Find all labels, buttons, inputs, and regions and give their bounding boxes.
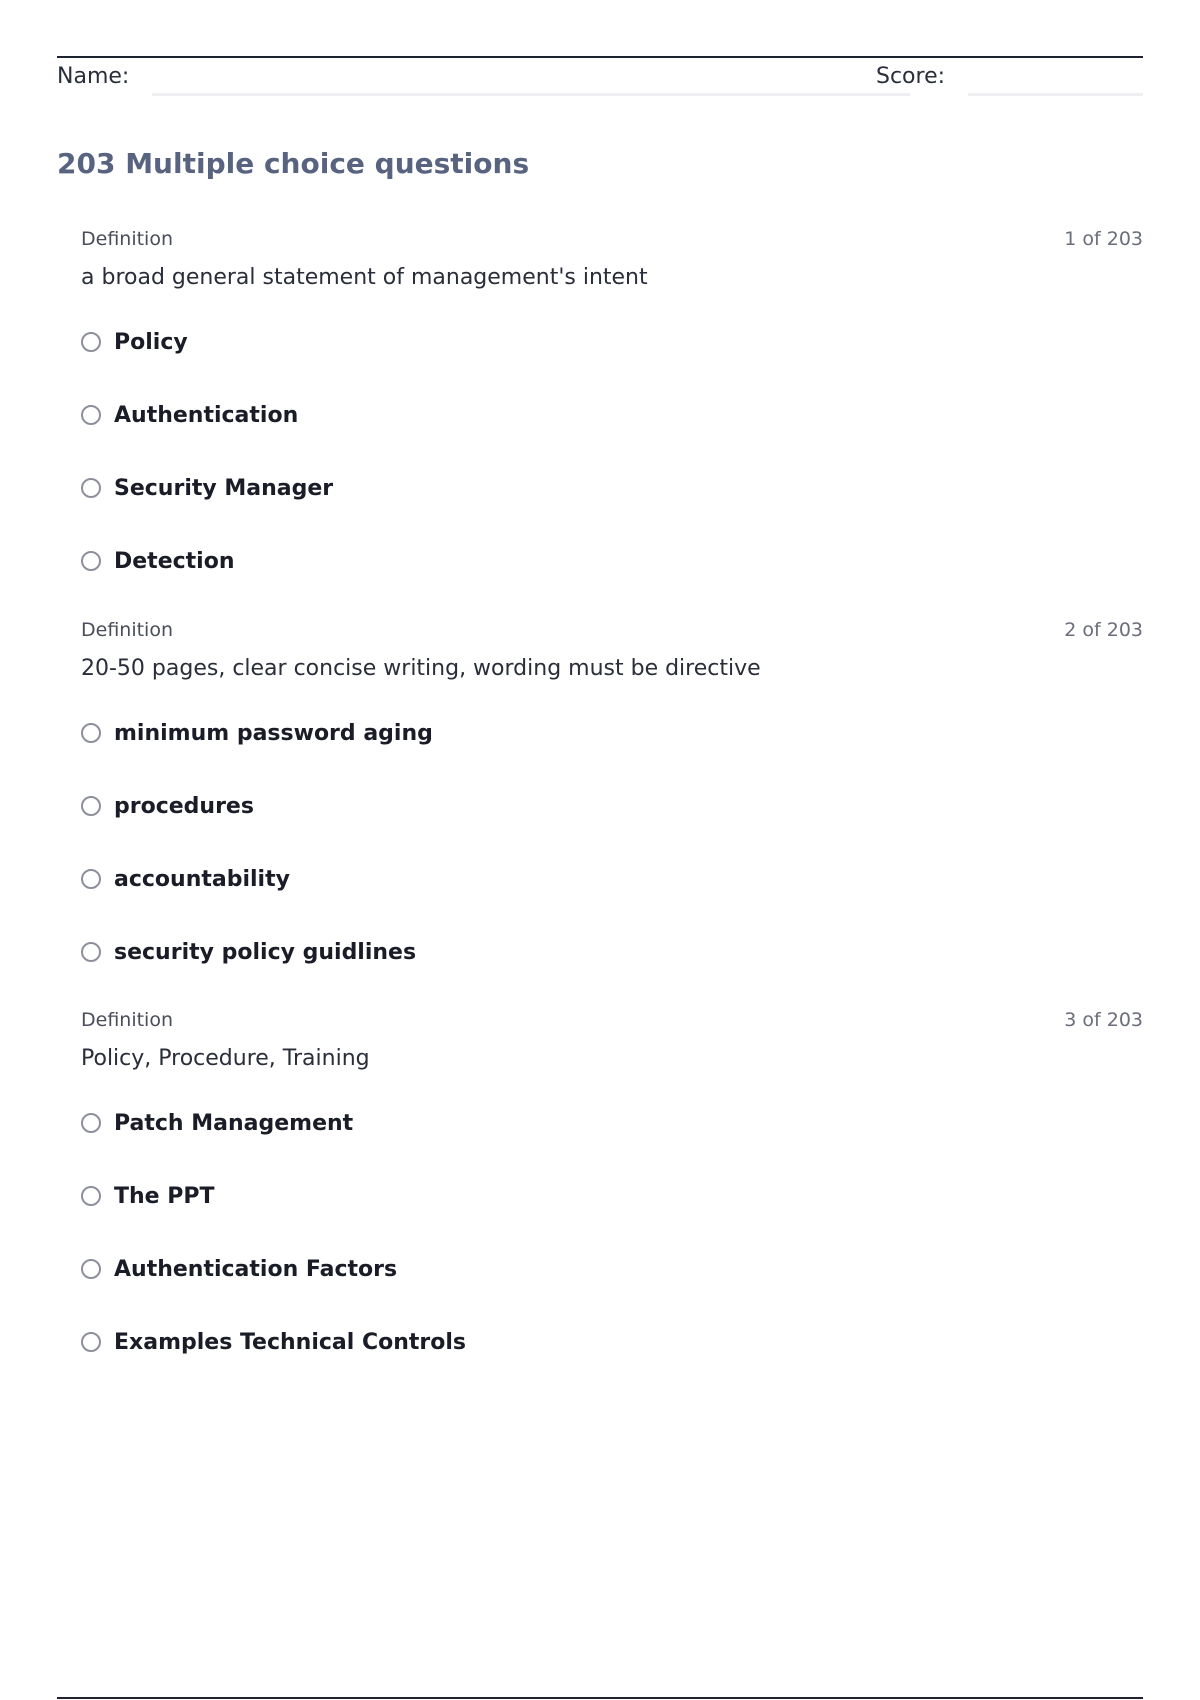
worksheet-page <box>57 0 1143 1700</box>
radio-button-icon[interactable] <box>81 1186 101 1206</box>
answer-option-label: The PPT <box>114 1183 215 1209</box>
answer-option[interactable] <box>81 1254 397 1284</box>
answer-option[interactable] <box>81 1327 466 1357</box>
answer-option-label: accountability <box>114 866 290 892</box>
answer-option-label: Patch Management <box>114 1110 354 1136</box>
answer-option-label: Policy <box>114 329 188 355</box>
radio-button-icon[interactable] <box>81 405 101 425</box>
answer-option-label: Authentication <box>114 402 299 428</box>
answer-option[interactable] <box>81 473 333 503</box>
radio-button-icon[interactable] <box>81 478 101 498</box>
page-title: 203 Multiple choice questions <box>57 147 530 180</box>
answer-option-label: procedures <box>114 793 254 819</box>
question-definition: a broad general statement of management's intent <box>81 265 648 290</box>
answer-option-label: Examples Technical Controls <box>114 1329 466 1355</box>
question-type-label: Definition <box>81 619 174 641</box>
radio-button-icon[interactable] <box>81 869 101 889</box>
answer-option-label: minimum password aging <box>114 720 433 746</box>
answer-option-label: Authentication Factors <box>114 1256 398 1282</box>
radio-button-icon[interactable] <box>81 796 101 816</box>
score-field[interactable] <box>968 93 1143 96</box>
answer-option[interactable] <box>81 1181 215 1211</box>
worksheet-header <box>57 62 1143 98</box>
answer-option[interactable] <box>81 791 254 821</box>
question-definition: 20-50 pages, clear concise writing, wording must be directive <box>81 656 761 681</box>
bottom-divider <box>57 1697 1143 1699</box>
question-definition: Policy, Procedure, Training <box>81 1046 370 1071</box>
radio-button-icon[interactable] <box>81 1113 101 1133</box>
answer-option-label: Security Manager <box>114 475 334 501</box>
name-field[interactable] <box>152 93 910 96</box>
question-type-label: Definition <box>81 228 174 250</box>
name-label: Name: <box>57 64 130 89</box>
answer-option[interactable] <box>81 1108 353 1138</box>
radio-button-icon[interactable] <box>81 1332 101 1352</box>
radio-button-icon[interactable] <box>81 723 101 743</box>
answer-option-label: security policy guidlines <box>114 939 417 965</box>
question-counter: 2 of 203 <box>1064 619 1143 641</box>
answer-option[interactable] <box>81 718 433 748</box>
answer-option[interactable] <box>81 327 188 357</box>
answer-option[interactable] <box>81 864 290 894</box>
score-label: Score: <box>876 64 946 89</box>
question-counter: 3 of 203 <box>1064 1009 1143 1031</box>
question-type-label: Definition <box>81 1009 174 1031</box>
answer-option[interactable] <box>81 546 235 576</box>
question-counter: 1 of 203 <box>1064 228 1143 250</box>
radio-button-icon[interactable] <box>81 332 101 352</box>
radio-button-icon[interactable] <box>81 942 101 962</box>
answer-option-label: Detection <box>114 548 235 574</box>
radio-button-icon[interactable] <box>81 551 101 571</box>
answer-option[interactable] <box>81 400 298 430</box>
answer-option[interactable] <box>81 937 416 967</box>
top-divider <box>57 56 1143 58</box>
radio-button-icon[interactable] <box>81 1259 101 1279</box>
